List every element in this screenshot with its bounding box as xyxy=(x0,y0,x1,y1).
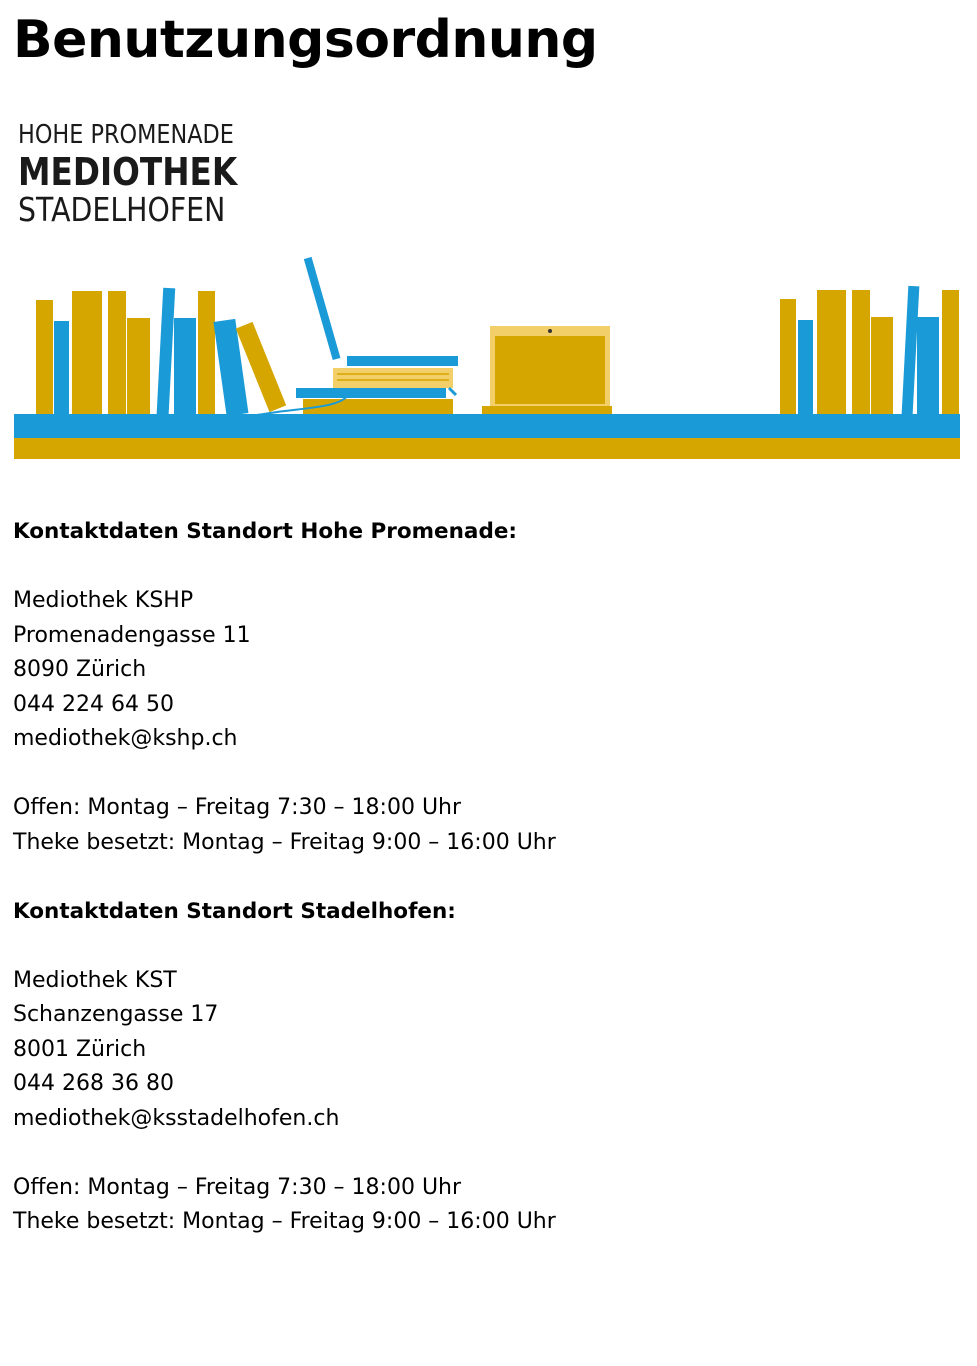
location-street: Promenadengasse 11 xyxy=(13,622,251,648)
shelf-board xyxy=(14,414,960,438)
logo-line-hohe-promenade: HOHE PROMENADE xyxy=(18,120,234,150)
book xyxy=(917,317,939,415)
hours-row xyxy=(13,1171,963,1206)
mediothek-logo xyxy=(18,120,268,228)
book xyxy=(157,288,176,415)
location-city: 8001 Zürich xyxy=(13,1036,147,1062)
location-email[interactable]: mediothek@kshp.ch xyxy=(13,726,238,751)
book xyxy=(780,299,796,415)
monitor-screen xyxy=(495,336,605,404)
location-name: Mediothek KSHP xyxy=(13,588,194,613)
book xyxy=(174,318,196,415)
book xyxy=(54,321,69,415)
hours-label: Theke besetzt: xyxy=(13,829,176,855)
book xyxy=(798,320,813,415)
shelf-board xyxy=(14,438,960,459)
location-phone[interactable]: 044 224 64 50 xyxy=(13,691,174,717)
book-stack xyxy=(296,388,446,398)
location-email[interactable]: mediothek@ksstadelhofen.ch xyxy=(13,1105,340,1131)
hours-label: Theke besetzt: xyxy=(13,1209,176,1234)
laptop-screen xyxy=(304,257,341,360)
book xyxy=(942,290,959,415)
hours-days: Montag – Freitag xyxy=(182,829,365,855)
location-heading: Kontaktdaten Standort Hohe Promenade: xyxy=(13,519,518,544)
logo-line-mediothek: MEDIOTHEK xyxy=(18,150,238,194)
location-phone[interactable]: 044 268 36 80 xyxy=(13,1071,174,1096)
hours-days: Montag – Freitag xyxy=(182,1209,365,1234)
contact-section xyxy=(13,515,963,1240)
hours-days: Montag – Freitag xyxy=(87,1174,271,1200)
hours-row xyxy=(13,1205,963,1240)
location-street: Schanzengasse 17 xyxy=(13,1002,219,1027)
book xyxy=(108,291,126,415)
bookshelf-illustration xyxy=(0,250,977,465)
laptop-base xyxy=(347,356,458,366)
hours-days: Montag – Freitag xyxy=(87,795,271,820)
book-stack xyxy=(303,399,453,416)
hours-time: 7:30 – 18:00 Uhr xyxy=(277,1174,462,1200)
hours-row xyxy=(13,826,963,861)
book xyxy=(852,290,870,415)
book xyxy=(198,291,215,415)
logo-line-stadelhofen: STADELHOFEN xyxy=(18,190,226,229)
hours-row xyxy=(13,791,963,826)
book xyxy=(871,317,893,415)
book xyxy=(72,291,102,415)
book xyxy=(127,318,150,415)
location-city: 8090 Zürich xyxy=(13,657,147,682)
monitor-camera xyxy=(548,329,552,333)
book xyxy=(902,286,920,415)
book-stack xyxy=(333,368,453,388)
page-title: Benutzungsordnung xyxy=(13,10,598,70)
book xyxy=(36,300,53,415)
hours-label: Offen: xyxy=(13,1174,81,1200)
location-heading: Kontaktdaten Standort Stadelhofen: xyxy=(13,898,456,924)
hours-time: 7:30 – 18:00 Uhr xyxy=(277,795,462,820)
hours-time: 9:00 – 16:00 Uhr xyxy=(371,1209,556,1234)
book xyxy=(817,290,846,415)
hours-time: 9:00 – 16:00 Uhr xyxy=(371,829,556,855)
hours-label: Offen: xyxy=(13,795,81,820)
location-name: Mediothek KST xyxy=(13,967,177,993)
